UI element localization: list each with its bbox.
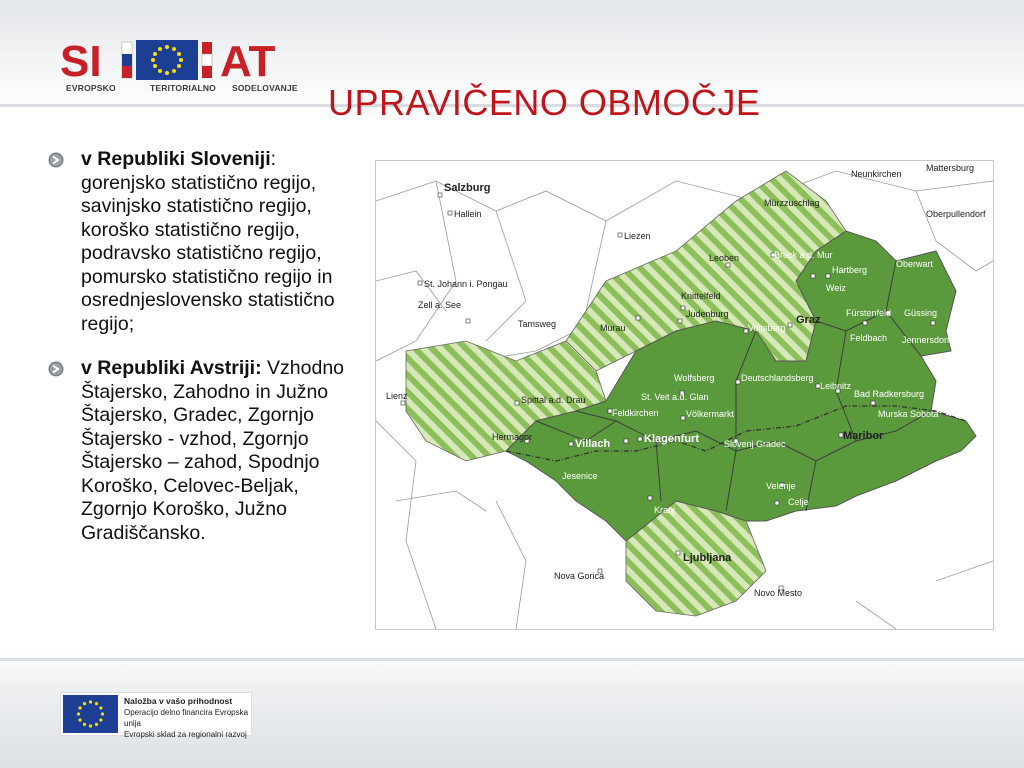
map-label-mattersburg: Mattersburg bbox=[926, 163, 975, 173]
map-label-wolfsberg: Wolfsberg bbox=[674, 373, 715, 383]
funding-line-3: Evropski sklad za regionalni razvoj bbox=[124, 730, 247, 739]
map-label-salzburg: Salzburg bbox=[444, 182, 491, 194]
map-label-knittelfeld: Knittelfeld bbox=[681, 291, 721, 301]
logo-subtitle bbox=[64, 83, 304, 95]
page-title: UPRAVIČENO OBMOČJE bbox=[328, 82, 761, 123]
map-label-kranj: Kranj bbox=[654, 505, 676, 515]
bullet-body: Vzhodno Štajersko, Zahodno in Južno Štajersko, Gradec, Zgornjo Štajersko - vzhod, Zgornjo Štajersko – zahod, Spodnjo Koroško, Celovec-Beljak, Zgornjo Koroško, Južno Gradiščansko. bbox=[81, 357, 345, 544]
bullet-heading-suffix: : bbox=[270, 148, 277, 170]
map-label-leibnitz: Leibnitz bbox=[820, 381, 852, 391]
logo-right-text: AT bbox=[220, 38, 276, 86]
eu-funding-badge bbox=[60, 692, 252, 739]
map-label-klagenfurt: Klagenfurt bbox=[644, 433, 699, 445]
map-label-fuerstenfeld: Fürstenfeld bbox=[846, 308, 892, 318]
map-label-spittal: Spittal a.d. Drau bbox=[521, 395, 586, 405]
map-label-hermagor: Hermagor bbox=[492, 432, 533, 442]
map-label-st-veit: St. Veit a.d. Glan bbox=[641, 392, 709, 402]
arrow-bullet-icon bbox=[48, 361, 64, 377]
funding-text bbox=[124, 696, 251, 740]
map-label-st-johann: St. Johann i. Pongau bbox=[424, 279, 508, 289]
map-label-judenburg: Judenburg bbox=[686, 309, 729, 319]
map-label-hartberg: Hartberg bbox=[832, 265, 868, 275]
map-label-voelkermarkt: Völkermarkt bbox=[686, 409, 735, 419]
arrow-bullet-icon bbox=[48, 152, 64, 168]
bullet-heading: v Republiki Avstriji: bbox=[81, 357, 262, 379]
map-label-feldbach: Feldbach bbox=[850, 333, 888, 343]
bullet-slovenia bbox=[48, 148, 366, 336]
map-label-celje: Celje bbox=[788, 497, 809, 507]
map-label-oberpullendorf: Oberpullendorf bbox=[926, 209, 986, 219]
funding-line-2: Operacijo delno financira Evropska unija bbox=[124, 708, 249, 728]
map-label-leoben: Leoben bbox=[709, 253, 740, 263]
map-label-neunkirchen: Neunkirchen bbox=[851, 169, 902, 179]
eu-flag-icon bbox=[63, 695, 118, 733]
map-label-bruck: Bruck a.d. Mur bbox=[774, 250, 833, 260]
map-label-oberwart: Oberwart bbox=[896, 259, 934, 269]
footer-divider bbox=[0, 658, 1024, 661]
map-label-villach: Villach bbox=[575, 438, 611, 450]
map-label-ljubljana: Ljubljana bbox=[683, 552, 732, 564]
map-label-murau: Murau bbox=[600, 323, 626, 333]
bullet-list bbox=[48, 148, 366, 566]
map-label-lienz: Lienz bbox=[386, 391, 408, 401]
map-label-zell: Zell a. See bbox=[418, 300, 462, 310]
bullet-austria bbox=[48, 357, 366, 545]
map-label-feldkirchen: Feldkirchen bbox=[612, 408, 659, 418]
logo-left-text: SI bbox=[60, 38, 102, 86]
map-label-jesenice: Jesenice bbox=[562, 471, 598, 481]
logo-sub-2: TERITORIALNO bbox=[150, 83, 216, 93]
map-label-nova-gorica: Nova Gorica bbox=[554, 571, 605, 581]
funding-line-1: Naložba v vašo prihodnost bbox=[124, 696, 233, 706]
map-label-deutschlandsberg: Deutschlandsberg bbox=[741, 373, 814, 383]
map-label-murska-sobota: Murska Sobota bbox=[878, 409, 939, 419]
map-label-hallein: Hallein bbox=[454, 209, 482, 219]
bullet-body: gorenjsko statistično regijo, savinjsko statistično regijo, koroško statistično regijo, podravsko statistično regijo, pomursko statistično regijo in osrednjeslovensko statistično regijo; bbox=[81, 171, 335, 335]
map-label-graz: Graz bbox=[796, 314, 821, 326]
region-map bbox=[375, 160, 994, 630]
map-label-novo-mesto: Novo Mesto bbox=[754, 588, 803, 598]
map-label-weiz: Weiz bbox=[826, 283, 846, 293]
map-label-jennersdorf: Jennersdorf bbox=[902, 335, 950, 345]
map-label-radkersburg: Bad Radkersburg bbox=[854, 389, 925, 399]
logo-sub-3: SODELOVANJE bbox=[232, 83, 298, 93]
bullet-heading: v Republiki Sloveniji bbox=[81, 148, 271, 170]
map-label-muerzzuschlag: Mürzzuschlag bbox=[764, 198, 820, 208]
map-label-liezen: Liezen bbox=[624, 231, 651, 241]
map-label-voitsberg: Voitsberg bbox=[748, 323, 786, 333]
map-label-tamsweg: Tamsweg bbox=[518, 319, 557, 329]
logo-sub-1: EVROPSKO bbox=[66, 83, 116, 93]
map-label-guessing: Güssing bbox=[904, 308, 938, 318]
map-label-slovenj-gradec: Slovenj Gradec bbox=[724, 439, 786, 449]
map-label-maribor: Maribor bbox=[843, 430, 884, 442]
map-label-velenje: Velenje bbox=[766, 481, 796, 491]
